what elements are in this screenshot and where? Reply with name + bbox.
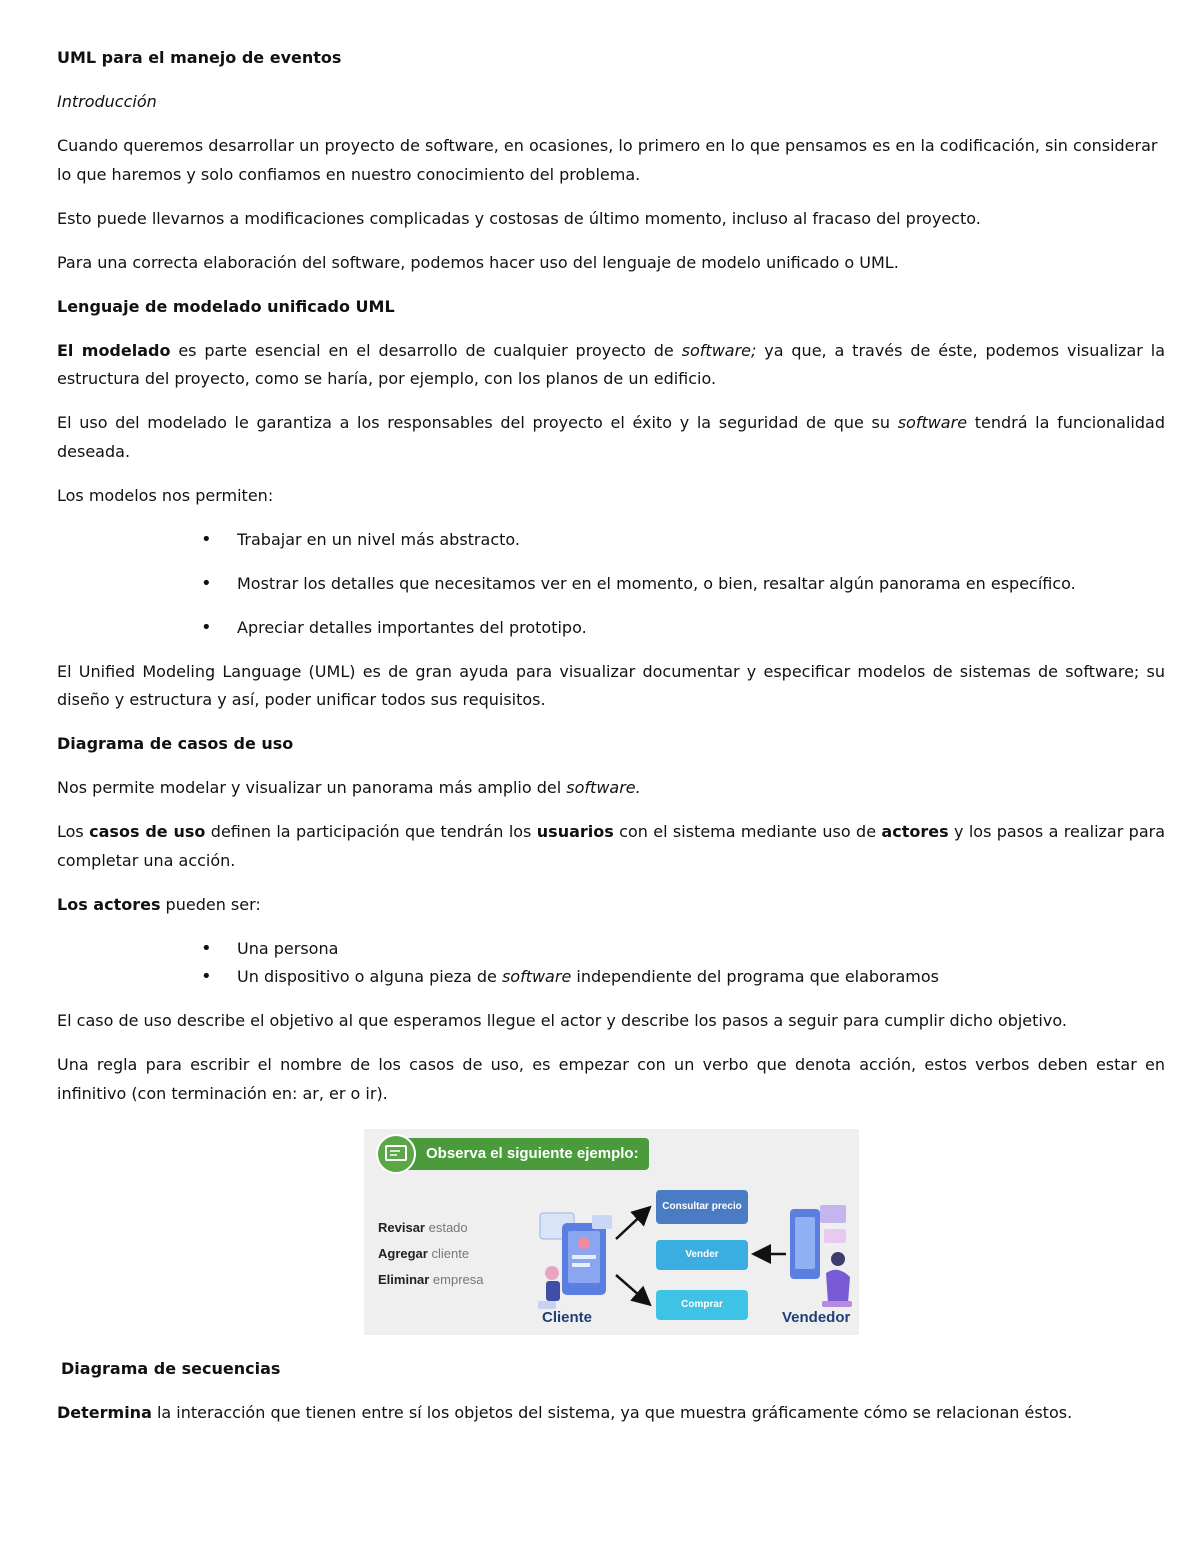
- doc-title: UML para el manejo de eventos: [57, 48, 342, 67]
- paragraph-10: [57, 891, 1165, 920]
- paragraph-12: Una regla para escribir el nombre de los casos de uso, es empezar con un verbo que denota acción, estos verbos deben estar en infinitivo (con terminación en: ar, er o ir).: [57, 1055, 1165, 1103]
- example-object: cliente: [427, 1246, 470, 1261]
- p4-em: software;: [681, 340, 757, 360]
- list-item: [57, 963, 1165, 992]
- p9-bold-1: casos de uso: [89, 822, 206, 841]
- paragraph-9: [57, 818, 1165, 875]
- list-item: • Una persona: [57, 935, 1165, 964]
- figure-banner: Observa el siguiente ejemplo:: [404, 1138, 649, 1170]
- bullet-list-1: [57, 526, 1165, 643]
- p4-text-b: ya que, a través de éste, podemos visualizar la estructura del proyecto, como se haría, por ejemplo, con los planos de un edificio.: [57, 340, 1165, 388]
- actor-cliente-label: Cliente: [542, 1309, 593, 1326]
- paragraph-4: [57, 337, 1165, 394]
- paragraph-2: Esto puede llevarnos a modificaciones complicadas y costosas de último momento, incluso al fracaso del proyecto.: [57, 208, 981, 228]
- p9-bold-3: actores: [881, 822, 949, 841]
- p4-bold: El modelado: [57, 340, 171, 360]
- heading-uml: Lenguaje de modelado unificado UML: [57, 296, 395, 316]
- example-verb: Revisar: [378, 1220, 425, 1235]
- intro-label: [57, 88, 1165, 117]
- paragraph-1: Cuando queremos desarrollar un proyecto de software, en ocasiones, lo primero en lo que pensamos es en la codificación, sin considerar lo que haremos y solo confiamos en nuestro conocimiento del problema.: [57, 136, 1158, 184]
- p9-text-c: definen la participación que tendrán los: [205, 822, 537, 841]
- use-case-comprar: Comprar: [656, 1290, 748, 1320]
- p10-bold: Los actores: [57, 894, 161, 914]
- intro-label-text: Introducción: [57, 92, 157, 111]
- p9-bold-2: usuarios: [536, 822, 614, 841]
- paragraph-6: Los modelos nos permiten:: [57, 485, 274, 505]
- paragraph-8: [57, 774, 1165, 803]
- use-case-consultar-precio: Consultar precio: [656, 1190, 748, 1224]
- p5-em: software: [897, 413, 968, 432]
- paragraph-11: El caso de uso describe el objetivo al que esperamos llegue el actor y describe los pasos a seguir para cumplir dicho objetivo.: [57, 1011, 1067, 1030]
- document-body: [57, 44, 1165, 1124]
- use-case-example-figure: [364, 1129, 859, 1335]
- heading-casos-de-uso: Diagrama de casos de uso: [57, 734, 294, 753]
- heading-secuencias: Diagrama de secuencias: [61, 1359, 281, 1378]
- p4-text-a: es parte esencial en el desarrollo de cualquier proyecto de: [170, 340, 682, 360]
- list-item: • Apreciar detalles importantes del prototipo.: [57, 614, 1165, 643]
- paragraph-7: El Unified Modeling Language (UML) es de gran ayuda para visualizar documentar y especificar modelos de sistemas de software; su diseño y estructura y así, poder unificar todos sus requisitos.: [57, 661, 1165, 709]
- bullet-list-2: [57, 935, 1165, 992]
- vendor-illustration-icon: [776, 1201, 856, 1311]
- p13-text: la interacción que tienen entre sí los objetos del sistema, ya que muestra gráficamente cómo se relacionan éstos.: [151, 1403, 1073, 1422]
- sequence-paragraph-wrap: [57, 1399, 1165, 1428]
- p13-bold: Determina: [57, 1403, 152, 1422]
- p8-em: software.: [566, 778, 641, 797]
- arrow-to-consultar: [616, 1209, 648, 1239]
- arrow-to-comprar: [616, 1275, 648, 1303]
- p9-text-a: Los: [57, 822, 90, 841]
- p8-text: Nos permite modelar y visualizar un panorama más amplio del: [57, 778, 567, 797]
- paragraph-5: [57, 409, 1165, 466]
- p9-text-e: y los pasos a realizar para completar una acción.: [57, 822, 1166, 870]
- li-em: software: [501, 967, 572, 986]
- p10-text: pueden ser:: [160, 894, 261, 914]
- li-text-a: Un dispositivo o alguna pieza de: [237, 967, 502, 986]
- example-verb: Eliminar: [378, 1272, 430, 1287]
- p5-text-a: El uso del modelado le garantiza a los responsables del proyecto el éxito y la seguridad de que su: [57, 413, 898, 432]
- example-object: empresa: [429, 1272, 484, 1287]
- example-object: estado: [424, 1220, 468, 1235]
- list-item: • Trabajar en un nivel más abstracto.: [57, 526, 1165, 555]
- example-verb: Agregar: [378, 1246, 428, 1261]
- paragraph-13: [57, 1399, 1165, 1428]
- list-item: • Mostrar los detalles que necesitamos ver en el momento, o bien, resaltar algún panorama en específico.: [57, 570, 1165, 599]
- use-case-vender: Vender: [656, 1240, 748, 1270]
- paragraph-3: Para una correcta elaboración del software, podemos hacer uso del lenguaje de modelo unificado o UML.: [57, 252, 899, 272]
- p9-text-d: con el sistema mediante uso de: [613, 822, 882, 841]
- li-text-b: independiente del programa que elaboramos: [571, 967, 939, 986]
- p5-text-b: tendrá la funcionalidad deseada.: [57, 413, 1165, 461]
- sequence-section: [61, 1355, 1165, 1384]
- actor-vendedor-label: Vendedor: [782, 1309, 851, 1326]
